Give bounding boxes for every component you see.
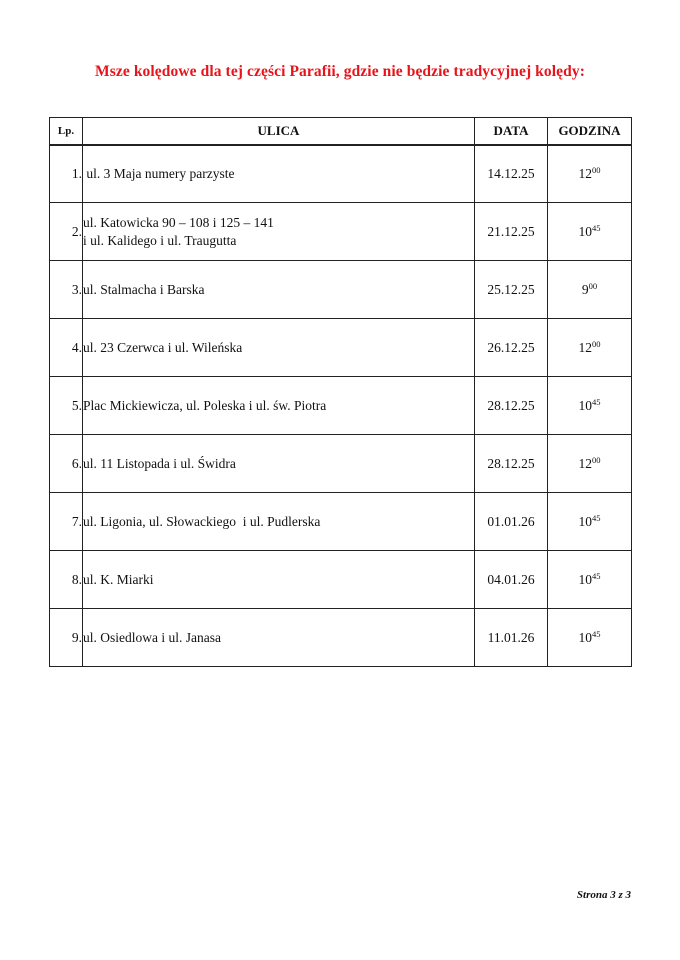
row-street — [83, 319, 475, 377]
row-time — [548, 145, 632, 203]
row-number: 7. — [50, 493, 83, 551]
table-row — [50, 319, 632, 377]
time-minute: 00 — [592, 338, 601, 349]
street-line: ul. Katowicka 90 – 108 i 125 – 141 — [83, 214, 274, 230]
page-number: Strona 3 z 3 — [576, 889, 631, 901]
time-minute: 00 — [592, 164, 601, 175]
time-minute: 45 — [592, 570, 601, 581]
row-date: 28.12.25 — [475, 377, 548, 435]
header-time: GODZINA — [548, 118, 632, 145]
row-number: 1. — [50, 145, 83, 203]
row-number: 6. — [50, 435, 83, 493]
row-street — [83, 377, 475, 435]
row-date: 04.01.26 — [475, 551, 548, 609]
row-time — [548, 493, 632, 551]
row-time — [548, 203, 632, 261]
row-time — [548, 551, 632, 609]
table-header-row — [50, 118, 632, 145]
street-line: ul. Stalmacha i Barska — [83, 281, 205, 297]
table-row — [50, 261, 632, 319]
table-row — [50, 551, 632, 609]
page-title: Msze kolędowe dla tej części Parafii, gdzie nie będzie tradycyjnej kolędy: — [95, 63, 585, 80]
row-number: 2. — [50, 203, 83, 261]
table-row — [50, 203, 632, 261]
time-hour: 10 — [578, 513, 592, 529]
row-number: 5. — [50, 377, 83, 435]
row-street — [83, 551, 475, 609]
header-street: ULICA — [83, 118, 475, 145]
time-minute: 45 — [592, 396, 601, 407]
table-row — [50, 493, 632, 551]
row-time — [548, 435, 632, 493]
row-street — [83, 261, 475, 319]
row-street — [83, 435, 475, 493]
row-street — [83, 203, 475, 261]
table-row — [50, 145, 632, 203]
street-line: ul. Ligonia, ul. Słowackiego i ul. Pudlerska — [83, 513, 321, 529]
row-time — [548, 261, 632, 319]
header-date: DATA — [475, 118, 548, 145]
street-line: ul. 23 Czerwca i ul. Wileńska — [83, 339, 243, 355]
time-hour: 10 — [578, 571, 592, 587]
time-hour: 12 — [578, 165, 592, 181]
row-date: 14.12.25 — [475, 145, 548, 203]
table-row — [50, 377, 632, 435]
row-date: 25.12.25 — [475, 261, 548, 319]
street-line: ul. Osiedlowa i ul. Janasa — [83, 629, 221, 645]
row-street — [83, 493, 475, 551]
street-line: ul. K. Miarki — [83, 571, 154, 587]
row-time — [548, 319, 632, 377]
row-street — [83, 145, 475, 203]
table-row — [50, 609, 632, 667]
row-number: 8. — [50, 551, 83, 609]
schedule-table — [49, 117, 632, 667]
street-line-2: i ul. Kalidego i ul. Traugutta — [83, 232, 237, 248]
time-hour: 10 — [578, 397, 592, 413]
row-number: 4. — [50, 319, 83, 377]
time-minute: 45 — [592, 222, 601, 233]
row-number: 3. — [50, 261, 83, 319]
table-row — [50, 435, 632, 493]
time-minute: 45 — [592, 628, 601, 639]
row-date: 26.12.25 — [475, 319, 548, 377]
row-time — [548, 609, 632, 667]
row-date: 11.01.26 — [475, 609, 548, 667]
street-line: ul. 11 Listopada i ul. Świdra — [83, 455, 236, 471]
time-hour: 12 — [578, 339, 592, 355]
row-time — [548, 377, 632, 435]
time-minute: 45 — [592, 512, 601, 523]
street-line: Plac Mickiewicza, ul. Poleska i ul. św. Piotra — [83, 397, 327, 413]
header-lp: Lp. — [50, 118, 83, 145]
time-hour: 12 — [578, 455, 592, 471]
row-date: 28.12.25 — [475, 435, 548, 493]
row-date: 01.01.26 — [475, 493, 548, 551]
time-hour: 9 — [581, 281, 589, 297]
time-hour: 10 — [578, 223, 592, 239]
time-minute: 00 — [592, 454, 601, 465]
row-number: 9. — [50, 609, 83, 667]
time-minute: 00 — [588, 280, 598, 291]
row-date: 21.12.25 — [475, 203, 548, 261]
street-line: ul. 3 Maja numery parzyste — [83, 165, 235, 181]
time-hour: 10 — [578, 629, 592, 645]
row-street — [83, 609, 475, 667]
